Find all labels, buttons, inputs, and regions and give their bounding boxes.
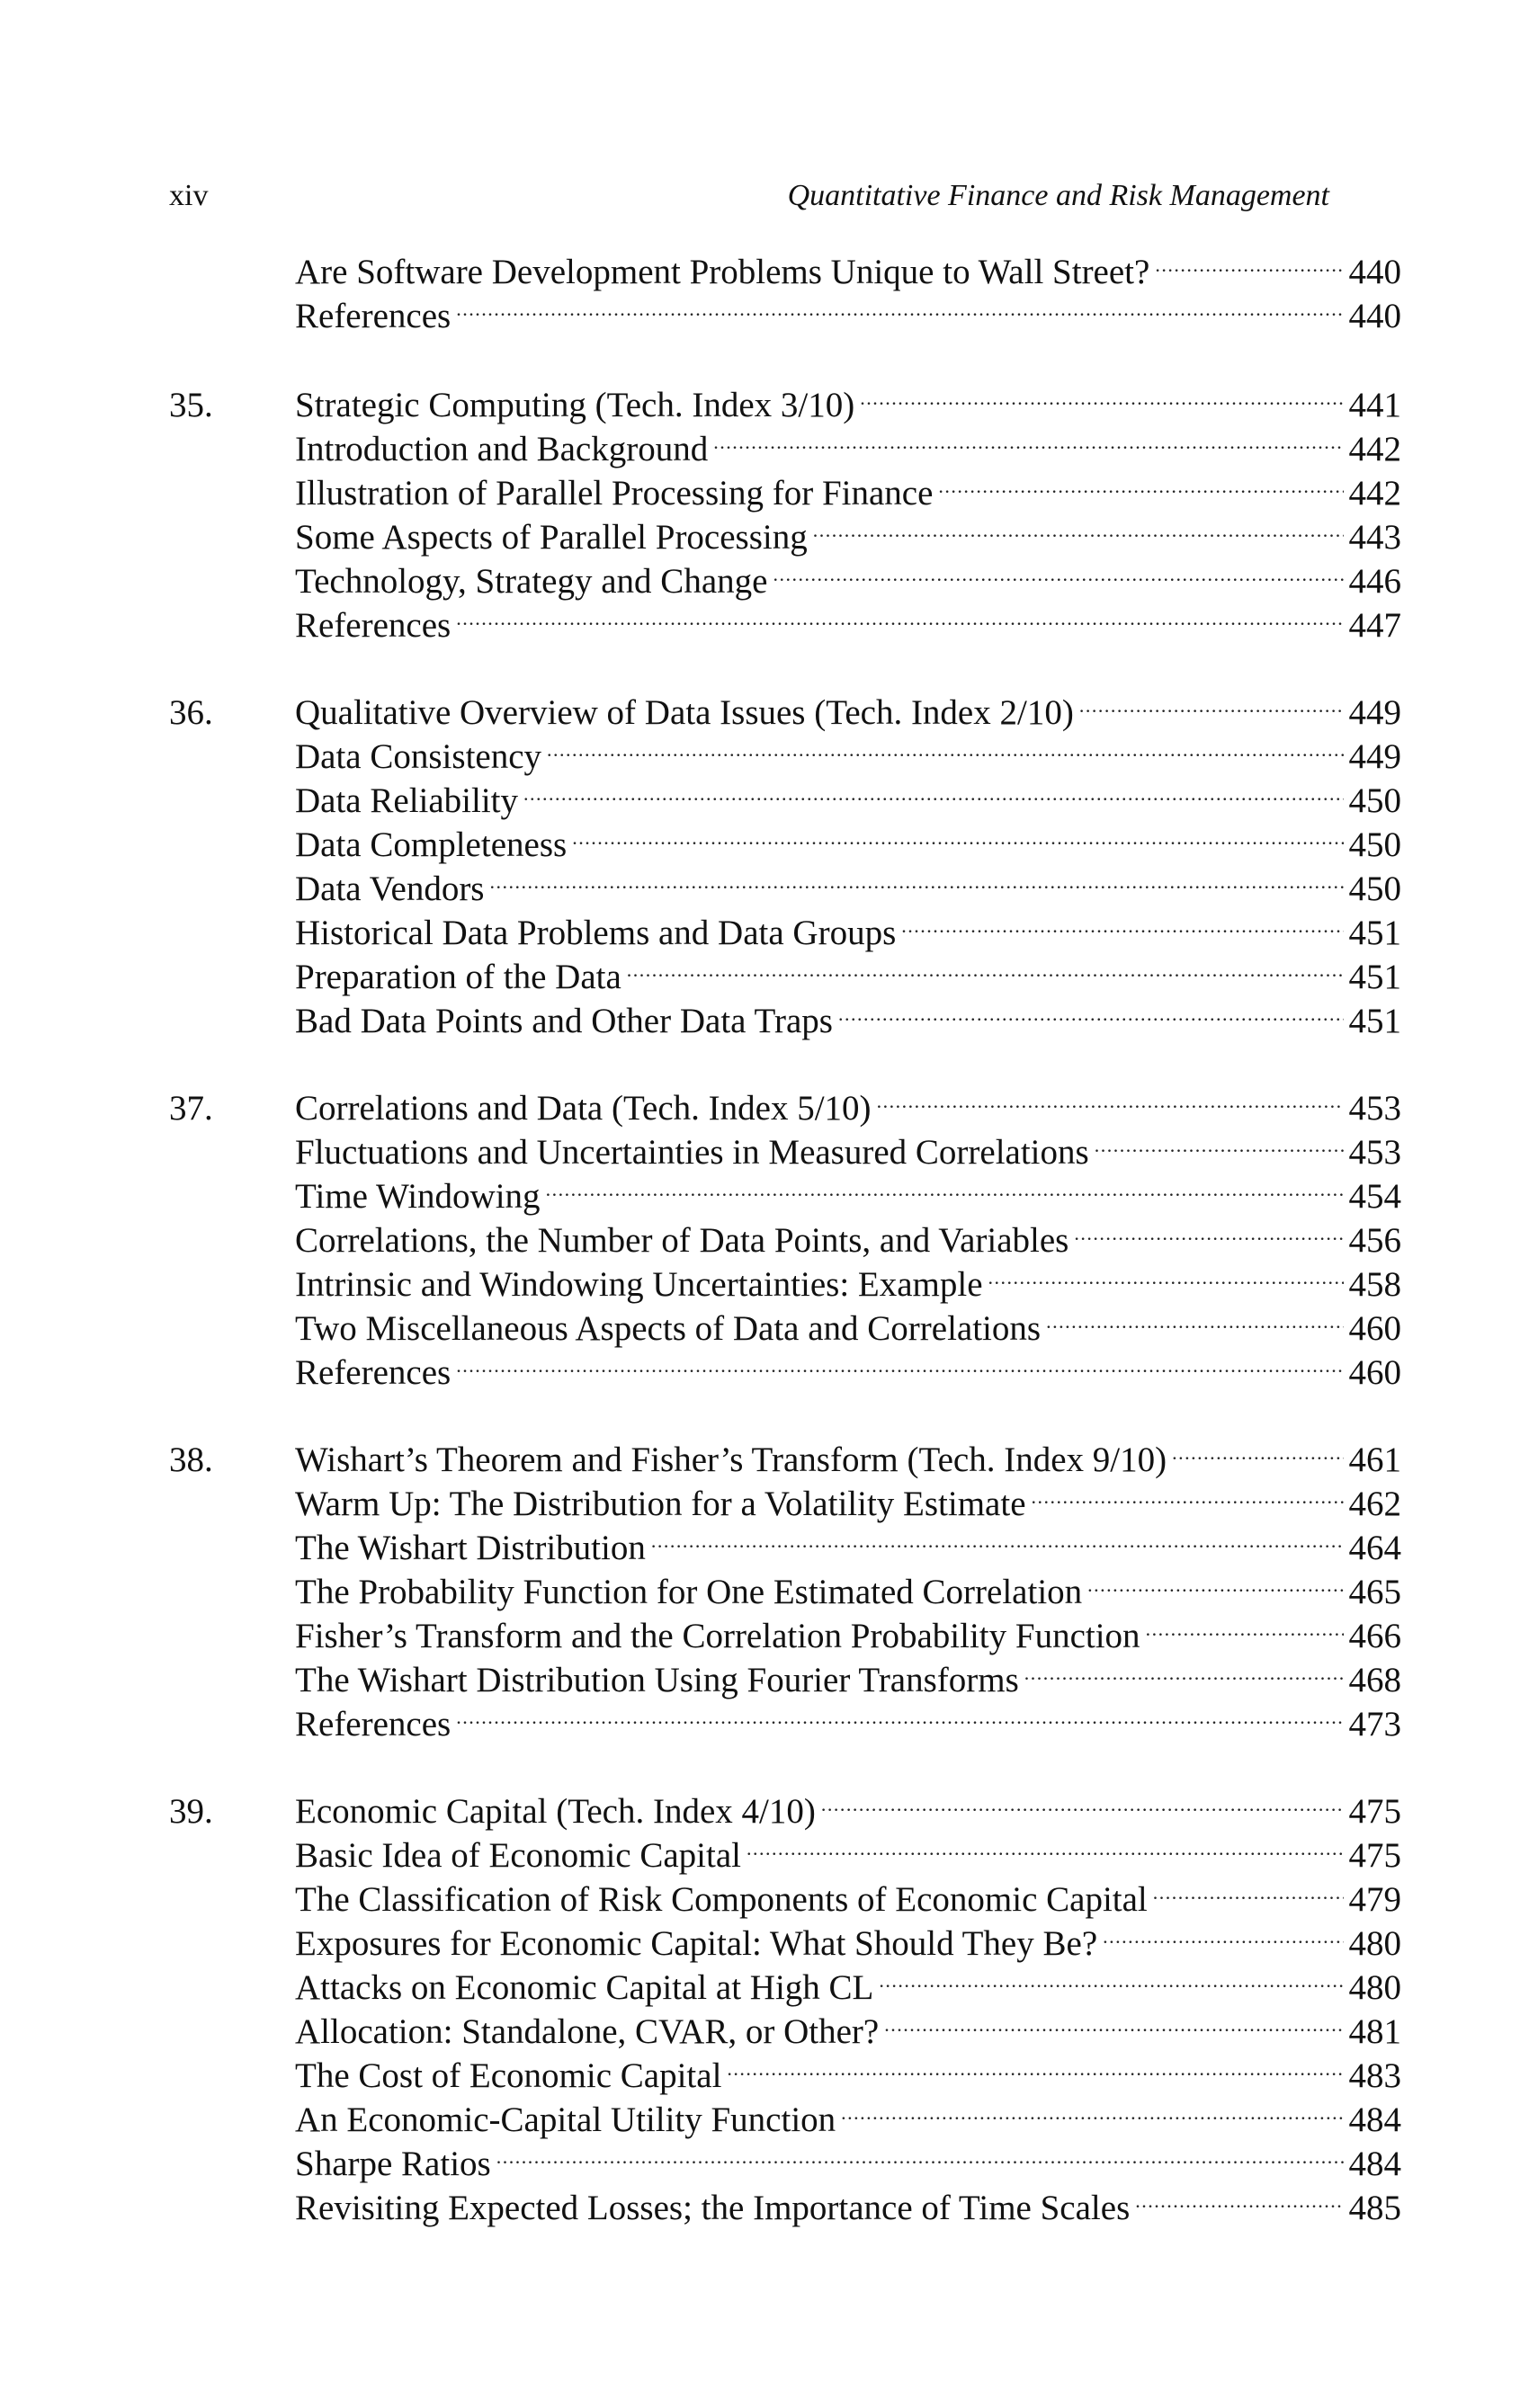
entry-page-number: 449	[1348, 693, 1401, 732]
toc-entry	[295, 1438, 1401, 1482]
entry-title: Wishart’s Theorem and Fisher’s Transform (Tech. Index 9/10)	[295, 1440, 1167, 1479]
entry-page-number: 483	[1348, 2056, 1401, 2095]
entry-page-number: 451	[1348, 958, 1401, 996]
toc-entry	[295, 1174, 1401, 1218]
toc-entry	[295, 1877, 1401, 1922]
page-number: xiv	[169, 179, 209, 212]
toc-entry	[295, 2010, 1401, 2054]
entry-title: The Cost of Economic Capital	[295, 2056, 722, 2095]
entry-title: The Probability Function for One Estimated Correlation	[295, 1573, 1083, 1611]
dot-leader	[1032, 1494, 1344, 1515]
toc-chapter	[169, 691, 1401, 1043]
dot-leader	[1155, 263, 1343, 283]
entry-page-number: 461	[1348, 1440, 1401, 1479]
entry-title: Correlations and Data (Tech. Index 5/10)	[295, 1089, 872, 1128]
chapter-number: 39.	[169, 1792, 213, 1831]
toc-entry	[295, 603, 1401, 647]
toc-entry	[295, 955, 1401, 999]
entry-title: The Wishart Distribution	[295, 1529, 646, 1567]
entry-page-number: 473	[1348, 1705, 1401, 1744]
entry-title: Strategic Computing (Tech. Index 3/10)	[295, 386, 855, 424]
entry-title: Data Consistency	[295, 737, 542, 776]
dot-leader	[572, 835, 1343, 856]
entry-page-number: 446	[1348, 562, 1401, 601]
dot-leader	[1172, 1450, 1343, 1471]
toc-entry	[295, 2142, 1401, 2186]
chapter-number: 37.	[169, 1089, 213, 1128]
entry-title: Illustration of Parallel Processing for Finance	[295, 474, 934, 513]
dot-leader	[713, 440, 1343, 460]
dot-leader	[1024, 1671, 1344, 1691]
entry-page-number: 465	[1348, 1573, 1401, 1611]
dot-leader	[1046, 1319, 1343, 1340]
entry-page-number: 447	[1348, 606, 1401, 645]
entry-title: References	[295, 297, 452, 335]
entry-title: Preparation of the Data	[295, 958, 621, 996]
toc-entry	[295, 779, 1401, 823]
entry-page-number: 480	[1348, 1924, 1401, 1963]
dot-leader	[901, 923, 1343, 944]
toc-entry	[295, 823, 1401, 867]
toc-entry	[295, 294, 1401, 338]
dot-leader	[938, 484, 1343, 504]
toc-chapter	[169, 383, 1401, 647]
dot-leader	[1103, 1934, 1343, 1955]
dot-leader	[877, 1099, 1344, 1119]
toc-entry	[295, 735, 1401, 779]
toc-entry	[295, 1526, 1401, 1570]
toc-entry	[295, 427, 1401, 471]
chapter-number: 35.	[169, 386, 213, 424]
table-of-contents	[169, 250, 1401, 2273]
page-header	[169, 176, 1329, 216]
entry-title: References	[295, 1705, 452, 1744]
entry-title: Basic Idea of Economic Capital	[295, 1836, 741, 1875]
toc-entry	[295, 250, 1401, 294]
dot-leader	[813, 528, 1344, 548]
toc-chapter	[169, 250, 1401, 338]
entry-page-number: 485	[1348, 2189, 1401, 2227]
entry-title: Revisiting Expected Losses; the Importance of Time Scales	[295, 2189, 1131, 2227]
toc-entry	[295, 2186, 1401, 2230]
entry-page-number: 442	[1348, 474, 1401, 513]
toc-entry	[295, 2098, 1401, 2142]
entry-title: Attacks on Economic Capital at High CL	[295, 1968, 874, 2007]
entry-page-number: 475	[1348, 1836, 1401, 1875]
entry-page-number: 441	[1348, 386, 1401, 424]
entry-title: Bad Data Points and Other Data Traps	[295, 1002, 833, 1040]
dot-leader	[456, 1715, 1343, 1735]
entry-page-number: 468	[1348, 1661, 1401, 1699]
dot-leader	[838, 1012, 1344, 1032]
entry-title: Data Vendors	[295, 870, 485, 908]
toc-entry	[295, 383, 1401, 427]
entry-title: The Classification of Risk Components of Economic Capital	[295, 1880, 1148, 1919]
entry-page-number: 458	[1348, 1265, 1401, 1304]
dot-leader	[627, 968, 1344, 988]
entry-title: Fluctuations and Uncertainties in Measured Correlations	[295, 1133, 1089, 1172]
entry-title: Introduction and Background	[295, 430, 709, 468]
entry-page-number: 484	[1348, 2100, 1401, 2139]
toc-entry	[295, 1307, 1401, 1351]
entry-page-number: 484	[1348, 2145, 1401, 2183]
toc-chapter	[169, 1086, 1401, 1395]
entry-title: Exposures for Economic Capital: What Should They Be?	[295, 1924, 1098, 1963]
toc-entry	[295, 1086, 1401, 1130]
toc-entries	[295, 1789, 1401, 2230]
entry-title: References	[295, 606, 452, 645]
entry-title: Allocation: Standalone, CVAR, or Other?	[295, 2012, 880, 2051]
toc-entries	[295, 1438, 1401, 1746]
toc-chapter	[169, 1789, 1401, 2230]
toc-entry	[295, 2054, 1401, 2098]
entry-title: Some Aspects of Parallel Processing	[295, 518, 808, 557]
dot-leader	[1135, 2198, 1343, 2219]
entry-title: The Wishart Distribution Using Fourier Transforms	[295, 1661, 1019, 1699]
dot-leader	[546, 1187, 1344, 1208]
dot-leader	[988, 1275, 1344, 1296]
entry-title: Technology, Strategy and Change	[295, 562, 768, 601]
toc-entries	[295, 383, 1401, 647]
dot-leader	[456, 307, 1343, 327]
entry-title: Historical Data Problems and Data Groups	[295, 914, 897, 952]
entry-page-number: 460	[1348, 1353, 1401, 1392]
dot-leader	[523, 791, 1343, 812]
dot-leader	[747, 1846, 1344, 1867]
entry-title: Correlations, the Number of Data Points, and Variables	[295, 1221, 1069, 1260]
toc-entries	[295, 691, 1401, 1043]
entry-page-number: 481	[1348, 2012, 1401, 2051]
entry-title: An Economic-Capital Utility Function	[295, 2100, 836, 2139]
entry-title: References	[295, 1353, 452, 1392]
entry-page-number: 466	[1348, 1617, 1401, 1655]
dot-leader	[860, 396, 1343, 416]
toc-entry	[295, 1130, 1401, 1174]
entry-title: Fisher’s Transform and the Correlation Probability Function	[295, 1617, 1140, 1655]
dot-leader	[1146, 1627, 1344, 1647]
entry-title: Two Miscellaneous Aspects of Data and Correlations	[295, 1309, 1042, 1348]
toc-entry	[295, 1614, 1401, 1658]
toc-entry	[295, 1833, 1401, 1877]
toc-entry	[295, 559, 1401, 603]
dot-leader	[456, 616, 1343, 637]
entry-page-number: 453	[1348, 1133, 1401, 1172]
dot-leader	[1095, 1143, 1344, 1164]
toc-entry	[295, 471, 1401, 515]
toc-chapter	[169, 1438, 1401, 1746]
entry-title: Intrinsic and Windowing Uncertainties: Example	[295, 1265, 983, 1304]
entry-page-number: 475	[1348, 1792, 1401, 1831]
entry-title: Warm Up: The Distribution for a Volatility Estimate	[295, 1485, 1026, 1523]
dot-leader	[773, 572, 1343, 593]
toc-entries	[295, 1086, 1401, 1395]
dot-leader	[547, 747, 1343, 768]
entry-title: Economic Capital (Tech. Index 4/10)	[295, 1792, 816, 1831]
toc-entry	[295, 867, 1401, 911]
toc-entry	[295, 691, 1401, 735]
toc-entry	[295, 1570, 1401, 1614]
toc-entry	[295, 1922, 1401, 1966]
dot-leader	[1153, 1890, 1344, 1911]
entry-title: Qualitative Overview of Data Issues (Tech. Index 2/10)	[295, 693, 1074, 732]
entry-page-number: 462	[1348, 1485, 1401, 1523]
entry-page-number: 456	[1348, 1221, 1401, 1260]
entry-page-number: 451	[1348, 914, 1401, 952]
dot-leader	[1074, 1231, 1343, 1252]
dot-leader	[879, 1978, 1343, 1999]
dot-leader	[727, 2066, 1343, 2087]
dot-leader	[1087, 1583, 1343, 1603]
dot-leader	[884, 2022, 1343, 2043]
dot-leader	[841, 2110, 1343, 2131]
entry-page-number: 449	[1348, 737, 1401, 776]
toc-entry	[295, 1966, 1401, 2010]
dot-leader	[1079, 703, 1344, 724]
entry-page-number: 450	[1348, 781, 1401, 820]
entry-title: Are Software Development Problems Unique to Wall Street?	[295, 253, 1150, 291]
toc-entry	[295, 1482, 1401, 1526]
entry-page-number: 440	[1348, 253, 1401, 291]
toc-entry	[295, 515, 1401, 559]
dot-leader	[651, 1538, 1344, 1559]
dot-leader	[496, 2154, 1344, 2175]
entry-page-number: 464	[1348, 1529, 1401, 1567]
toc-entry	[295, 1702, 1401, 1746]
entry-title: Data Completeness	[295, 825, 568, 864]
toc-entry	[295, 1218, 1401, 1262]
dot-leader	[489, 879, 1343, 900]
entry-page-number: 442	[1348, 430, 1401, 468]
entry-page-number: 450	[1348, 870, 1401, 908]
entry-page-number: 460	[1348, 1309, 1401, 1348]
entry-title: Time Windowing	[295, 1177, 541, 1216]
entry-page-number: 479	[1348, 1880, 1401, 1919]
toc-entry	[295, 1789, 1401, 1833]
toc-entry	[295, 999, 1401, 1043]
running-title: Quantitative Finance and Risk Management	[787, 179, 1329, 212]
entry-page-number: 440	[1348, 297, 1401, 335]
entry-page-number: 451	[1348, 1002, 1401, 1040]
toc-entry	[295, 1351, 1401, 1395]
chapter-number: 36.	[169, 693, 213, 732]
entry-page-number: 454	[1348, 1177, 1401, 1216]
entry-title: Data Reliability	[295, 781, 519, 820]
entry-page-number: 453	[1348, 1089, 1401, 1128]
chapter-number: 38.	[169, 1440, 213, 1479]
entry-title: Sharpe Ratios	[295, 2145, 491, 2183]
entry-page-number: 480	[1348, 1968, 1401, 2007]
toc-entry	[295, 1658, 1401, 1702]
entry-page-number: 443	[1348, 518, 1401, 557]
toc-entries	[295, 250, 1401, 338]
toc-entry	[295, 911, 1401, 955]
entry-page-number: 450	[1348, 825, 1401, 864]
toc-entry	[295, 1262, 1401, 1307]
dot-leader	[456, 1363, 1343, 1384]
dot-leader	[821, 1802, 1344, 1823]
